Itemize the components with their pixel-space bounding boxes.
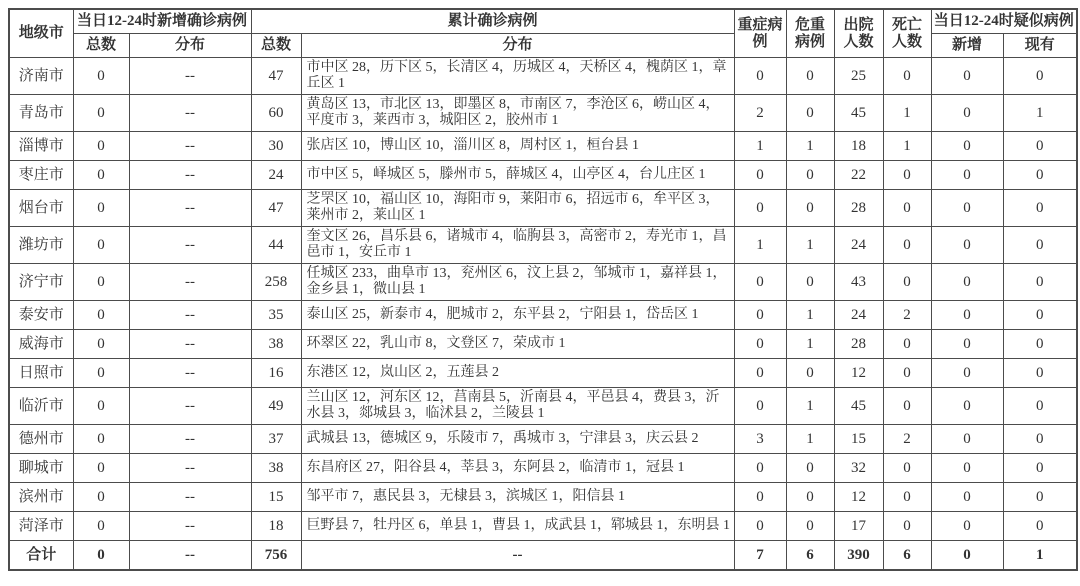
cell-new-dist: -- (129, 58, 251, 95)
cell-susp-existing: 0 (1003, 161, 1077, 190)
cell-susp-existing: 0 (1003, 330, 1077, 359)
cell-deaths: 0 (883, 264, 931, 301)
cell-severe: 1 (734, 132, 786, 161)
cell-cum-dist: 武城县 13，德城区 9，乐陵市 7，禹城市 3，宁津县 3，庆云县 2 (301, 425, 734, 454)
cell-new-total: 0 (73, 512, 129, 541)
cell-city: 泰安市 (9, 301, 73, 330)
table-row (9, 454, 1077, 483)
cell-discharged: 22 (834, 161, 883, 190)
cell-discharged: 28 (834, 330, 883, 359)
cell-critical: 0 (786, 190, 834, 227)
cell-city: 聊城市 (9, 454, 73, 483)
cell-city: 烟台市 (9, 190, 73, 227)
cell-cum-total: 60 (251, 95, 301, 132)
cell-discharged: 45 (834, 388, 883, 425)
cell-city: 青岛市 (9, 95, 73, 132)
cell-city: 临沂市 (9, 388, 73, 425)
cell-critical: 1 (786, 132, 834, 161)
table-row (9, 264, 1077, 301)
cell-susp-new: 0 (931, 132, 1003, 161)
cell-susp-new: 0 (931, 330, 1003, 359)
cell-new-total: 0 (73, 264, 129, 301)
cell-city: 滨州市 (9, 483, 73, 512)
cell-severe: 0 (734, 301, 786, 330)
cell-susp-existing: 1 (1003, 95, 1077, 132)
cell-deaths: 0 (883, 483, 931, 512)
cell-new-dist: -- (129, 425, 251, 454)
cell-city: 合计 (9, 541, 73, 571)
cell-city: 日照市 (9, 359, 73, 388)
cell-discharged: 25 (834, 58, 883, 95)
total-row (9, 541, 1077, 571)
cell-cum-dist: 东昌府区 27，阳谷县 4，莘县 3，东阿县 2，临清市 1，冠县 1 (301, 454, 734, 483)
cell-susp-new: 0 (931, 227, 1003, 264)
cell-deaths: 2 (883, 425, 931, 454)
cell-severe: 0 (734, 264, 786, 301)
cell-discharged: 32 (834, 454, 883, 483)
cell-new-dist: -- (129, 95, 251, 132)
cell-new-total: 0 (73, 454, 129, 483)
cell-city: 威海市 (9, 330, 73, 359)
cell-cum-dist: 泰山区 25，新泰市 4，肥城市 2，东平县 2，宁阳县 1，岱岳区 1 (301, 301, 734, 330)
cell-critical: 0 (786, 454, 834, 483)
header-discharged: 出院人数 (834, 9, 883, 58)
cell-city: 德州市 (9, 425, 73, 454)
table-row (9, 58, 1077, 95)
cell-critical: 0 (786, 95, 834, 132)
cell-new-total: 0 (73, 95, 129, 132)
header-suspected-group: 当日12-24时疑似病例 (931, 9, 1077, 34)
cell-susp-new: 0 (931, 95, 1003, 132)
cell-discharged: 43 (834, 264, 883, 301)
cell-susp-existing: 0 (1003, 58, 1077, 95)
cell-cum-total: 30 (251, 132, 301, 161)
cell-severe: 0 (734, 359, 786, 388)
cell-new-total: 0 (73, 301, 129, 330)
table-row (9, 512, 1077, 541)
cell-critical: 1 (786, 227, 834, 264)
cell-critical: 1 (786, 301, 834, 330)
cell-cum-total: 38 (251, 330, 301, 359)
cell-deaths: 0 (883, 454, 931, 483)
cell-critical: 6 (786, 541, 834, 571)
cell-susp-new: 0 (931, 512, 1003, 541)
cell-cum-dist: 兰山区 12，河东区 12，莒南县 5，沂南县 4，平邑县 4，费县 3，沂水县 3，郯城县 3，临沭县 2，兰陵县 1 (301, 388, 734, 425)
cell-cum-dist: 芝罘区 10，福山区 10，海阳市 9，莱阳市 6，招远市 6，牟平区 3，莱州市 2，莱山区 1 (301, 190, 734, 227)
table-row (9, 227, 1077, 264)
cell-new-dist: -- (129, 512, 251, 541)
cell-new-dist: -- (129, 264, 251, 301)
cell-new-dist: -- (129, 330, 251, 359)
table-row (9, 359, 1077, 388)
cell-severe: 2 (734, 95, 786, 132)
cell-discharged: 12 (834, 359, 883, 388)
cell-cum-total: 47 (251, 58, 301, 95)
cell-new-total: 0 (73, 388, 129, 425)
header-susp-existing: 现有 (1003, 34, 1077, 58)
cell-cum-dist: 市中区 28，历下区 5，长清区 4，历城区 4，天桥区 4，槐荫区 1，章丘区 1 (301, 58, 734, 95)
cell-discharged: 18 (834, 132, 883, 161)
cell-discharged: 24 (834, 227, 883, 264)
cell-cum-total: 24 (251, 161, 301, 190)
cell-severe: 0 (734, 190, 786, 227)
cell-susp-existing: 0 (1003, 359, 1077, 388)
table-row (9, 132, 1077, 161)
table-row (9, 483, 1077, 512)
header-severe: 重症病例 (734, 9, 786, 58)
cell-cum-total: 47 (251, 190, 301, 227)
cell-new-total: 0 (73, 132, 129, 161)
cell-cum-total: 258 (251, 264, 301, 301)
cell-cum-total: 15 (251, 483, 301, 512)
cell-new-total: 0 (73, 425, 129, 454)
cell-new-total: 0 (73, 359, 129, 388)
cell-discharged: 45 (834, 95, 883, 132)
cell-susp-new: 0 (931, 388, 1003, 425)
cell-cum-dist: 市中区 5，峄城区 5，滕州市 5，薛城区 4，山亭区 4，台儿庄区 1 (301, 161, 734, 190)
cell-new-dist: -- (129, 301, 251, 330)
cell-critical: 0 (786, 58, 834, 95)
cell-deaths: 0 (883, 190, 931, 227)
cell-critical: 0 (786, 264, 834, 301)
header-cum-dist: 分布 (301, 34, 734, 58)
cell-city: 枣庄市 (9, 161, 73, 190)
cell-new-total: 0 (73, 190, 129, 227)
cell-deaths: 1 (883, 132, 931, 161)
cell-cum-total: 37 (251, 425, 301, 454)
cell-city: 潍坊市 (9, 227, 73, 264)
cell-new-dist: -- (129, 190, 251, 227)
cell-discharged: 12 (834, 483, 883, 512)
cell-critical: 0 (786, 512, 834, 541)
cell-new-dist: -- (129, 359, 251, 388)
cell-cum-total: 18 (251, 512, 301, 541)
cell-new-total: 0 (73, 161, 129, 190)
cell-critical: 0 (786, 483, 834, 512)
cell-cum-dist: 环翠区 22，乳山市 8，文登区 7，荣成市 1 (301, 330, 734, 359)
cell-deaths: 0 (883, 227, 931, 264)
cell-critical: 1 (786, 388, 834, 425)
cell-susp-new: 0 (931, 425, 1003, 454)
table-row (9, 388, 1077, 425)
header-new-total: 总数 (73, 34, 129, 58)
cell-susp-existing: 0 (1003, 132, 1077, 161)
cell-critical: 1 (786, 425, 834, 454)
cell-cum-total: 756 (251, 541, 301, 571)
cell-deaths: 0 (883, 330, 931, 359)
cell-new-dist: -- (129, 483, 251, 512)
cell-new-dist: -- (129, 161, 251, 190)
cell-deaths: 0 (883, 388, 931, 425)
cell-new-total: 0 (73, 541, 129, 571)
table-header (9, 9, 1077, 58)
cell-new-total: 0 (73, 58, 129, 95)
cell-severe: 0 (734, 388, 786, 425)
cell-susp-new: 0 (931, 454, 1003, 483)
cell-discharged: 28 (834, 190, 883, 227)
cell-cum-total: 38 (251, 454, 301, 483)
cell-new-total: 0 (73, 227, 129, 264)
cell-severe: 3 (734, 425, 786, 454)
table-row (9, 425, 1077, 454)
cell-susp-existing: 0 (1003, 512, 1077, 541)
cell-susp-new: 0 (931, 190, 1003, 227)
cell-critical: 0 (786, 359, 834, 388)
table-row (9, 161, 1077, 190)
cell-cum-dist: 张店区 10，博山区 10，淄川区 8，周村区 1，桓台县 1 (301, 132, 734, 161)
cell-susp-new: 0 (931, 264, 1003, 301)
header-cumulative-group: 累计确诊病例 (251, 9, 734, 34)
cell-cum-dist: 东港区 12，岚山区 2，五莲县 2 (301, 359, 734, 388)
cell-critical: 1 (786, 330, 834, 359)
cell-susp-new: 0 (931, 301, 1003, 330)
cell-susp-existing: 0 (1003, 454, 1077, 483)
cell-cum-dist: -- (301, 541, 734, 571)
cell-city: 济宁市 (9, 264, 73, 301)
cell-deaths: 0 (883, 58, 931, 95)
table-body (9, 58, 1077, 571)
header-city: 地级市 (9, 9, 73, 58)
cell-susp-existing: 0 (1003, 227, 1077, 264)
cell-susp-new: 0 (931, 359, 1003, 388)
cell-city: 菏泽市 (9, 512, 73, 541)
cell-cum-dist: 奎文区 26，昌乐县 6，诸城市 4，临朐县 3，高密市 2，寿光市 1，昌邑市 1，安丘市 1 (301, 227, 734, 264)
cell-cum-total: 49 (251, 388, 301, 425)
cell-severe: 0 (734, 58, 786, 95)
cell-discharged: 17 (834, 512, 883, 541)
header-susp-new: 新增 (931, 34, 1003, 58)
cell-cum-total: 44 (251, 227, 301, 264)
cell-susp-new: 0 (931, 58, 1003, 95)
cell-susp-existing: 0 (1003, 388, 1077, 425)
cell-severe: 7 (734, 541, 786, 571)
cell-new-dist: -- (129, 227, 251, 264)
header-new-dist: 分布 (129, 34, 251, 58)
cell-cum-dist: 黄岛区 13，市北区 13，即墨区 8，市南区 7，李沧区 6，崂山区 4，平度市 3，莱西市 3，城阳区 2，胶州市 1 (301, 95, 734, 132)
cell-cum-total: 35 (251, 301, 301, 330)
header-critical: 危重病例 (786, 9, 834, 58)
cell-new-dist: -- (129, 388, 251, 425)
table-row (9, 330, 1077, 359)
cell-new-total: 0 (73, 330, 129, 359)
cell-susp-existing: 0 (1003, 190, 1077, 227)
cell-new-total: 0 (73, 483, 129, 512)
cases-table (8, 8, 1078, 571)
table-row (9, 95, 1077, 132)
table-row (9, 301, 1077, 330)
header-cum-total: 总数 (251, 34, 301, 58)
cell-susp-new: 0 (931, 541, 1003, 571)
cell-severe: 0 (734, 454, 786, 483)
cell-new-dist: -- (129, 541, 251, 571)
table-row (9, 190, 1077, 227)
cell-deaths: 1 (883, 95, 931, 132)
cell-deaths: 6 (883, 541, 931, 571)
cell-new-dist: -- (129, 132, 251, 161)
cell-severe: 0 (734, 483, 786, 512)
cell-discharged: 15 (834, 425, 883, 454)
cell-deaths: 2 (883, 301, 931, 330)
cell-deaths: 0 (883, 161, 931, 190)
cell-deaths: 0 (883, 512, 931, 541)
cell-cum-total: 16 (251, 359, 301, 388)
cell-susp-new: 0 (931, 483, 1003, 512)
cell-critical: 0 (786, 161, 834, 190)
cell-susp-existing: 0 (1003, 264, 1077, 301)
cell-susp-new: 0 (931, 161, 1003, 190)
cell-susp-existing: 0 (1003, 301, 1077, 330)
cell-deaths: 0 (883, 359, 931, 388)
cell-severe: 1 (734, 227, 786, 264)
cell-susp-existing: 0 (1003, 425, 1077, 454)
cell-susp-existing: 0 (1003, 483, 1077, 512)
cell-city: 淄博市 (9, 132, 73, 161)
cell-discharged: 24 (834, 301, 883, 330)
cell-severe: 0 (734, 161, 786, 190)
header-deaths: 死亡人数 (883, 9, 931, 58)
cell-new-dist: -- (129, 454, 251, 483)
cell-cum-dist: 邹平市 7，惠民县 3，无棣县 3，滨城区 1，阳信县 1 (301, 483, 734, 512)
cell-susp-existing: 1 (1003, 541, 1077, 571)
header-new-group: 当日12-24时新增确诊病例 (73, 9, 251, 34)
cell-cum-dist: 任城区 233，曲阜市 13，兖州区 6，汶上县 2，邹城市 1，嘉祥县 1，金乡县 1，微山县 1 (301, 264, 734, 301)
cell-severe: 0 (734, 512, 786, 541)
cell-severe: 0 (734, 330, 786, 359)
cell-cum-dist: 巨野县 7，牡丹区 6，单县 1，曹县 1，成武县 1，郓城县 1，东明县 1 (301, 512, 734, 541)
cell-city: 济南市 (9, 58, 73, 95)
cell-discharged: 390 (834, 541, 883, 571)
